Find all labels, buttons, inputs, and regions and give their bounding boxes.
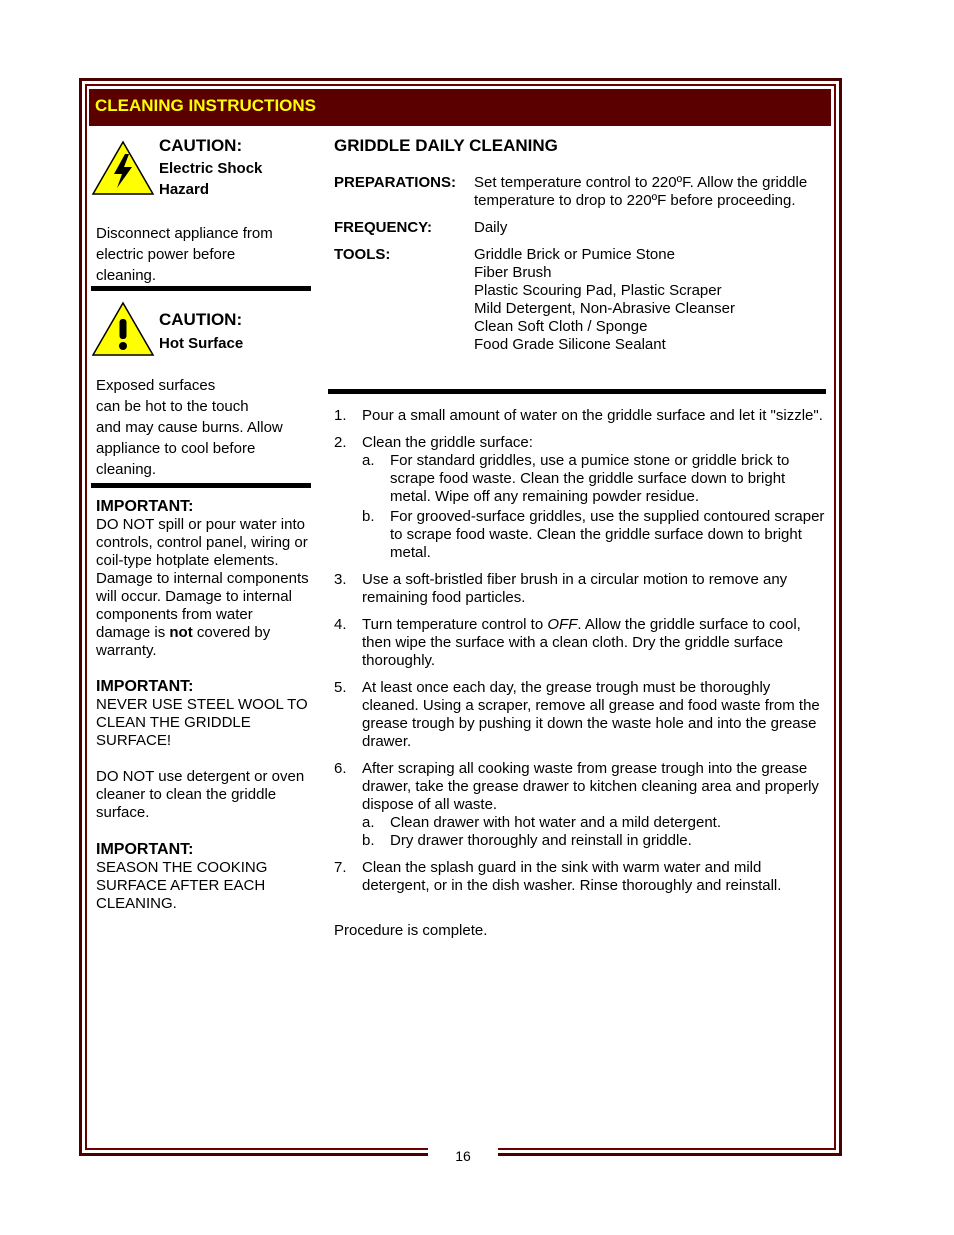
substep-letter: a.: [362, 814, 375, 831]
step-text: Pour a small amount of water on the griddle surface and let it "sizzle".: [362, 407, 823, 424]
step-text: Clean the splash guard in the sink with warm water and mild detergent, or in the dish washer. Rinse thoroughly and reinstall.: [362, 859, 782, 894]
caution-text-line: electric power before: [96, 246, 236, 263]
important-note-steel-wool: [96, 678, 311, 822]
important-note-season: [96, 841, 311, 913]
caution-text-line: can be hot to the touch: [96, 398, 249, 415]
caution-title: CAUTION:: [159, 136, 243, 155]
prep-label: TOOLS:: [334, 246, 391, 263]
preparation-table: [334, 174, 826, 354]
caution-electric-block: [91, 136, 311, 284]
important-note-water: [96, 498, 311, 660]
section-title: GRIDDLE DAILY CLEANING: [334, 136, 558, 155]
list-item: Mild Detergent, Non-Abrasive Cleanser: [474, 300, 735, 317]
prep-label: FREQUENCY:: [334, 219, 433, 236]
prep-row-tools: [334, 246, 826, 354]
substep-text: For grooved-surface griddles, use the supplied contoured scraper to scrape food waste. Clean the griddle surface down to bright metal.: [390, 508, 825, 561]
substep-text: Dry drawer thoroughly and reinstall in griddle.: [390, 832, 692, 849]
step-5: [334, 679, 828, 751]
step-text: Use a soft-bristled fiber brush in a circular motion to remove any remaining food particles.: [362, 571, 788, 606]
step-6: [334, 760, 828, 850]
caution-hot-block: [91, 291, 311, 481]
prep-value: Daily: [474, 219, 508, 236]
caution-title: CAUTION:: [159, 310, 243, 329]
prep-label: PREPARATIONS:: [334, 174, 456, 191]
step-number: 3.: [334, 571, 347, 588]
step-1: [334, 407, 828, 425]
caution-text-line: Exposed surfaces: [96, 377, 216, 394]
substep-2a: [362, 452, 828, 506]
step-content: [362, 760, 828, 850]
caution-subtitle-line: Hazard: [159, 181, 210, 198]
prep-value: Set temperature control to 220ºF. Allow the griddle temperature to drop to 220ºF before proceeding.: [474, 174, 808, 209]
step-number: 4.: [334, 616, 347, 633]
important-text: NEVER USE STEEL WOOL TO CLEAN THE GRIDDLE SURFACE!: [96, 696, 308, 749]
important-text: SEASON THE COOKING SURFACE AFTER EACH CLEANING.: [96, 859, 268, 912]
caution-text: [96, 375, 283, 480]
step-2: [334, 434, 828, 562]
caution-subtitle-line: Electric Shock: [159, 160, 263, 177]
list-item: Griddle Brick or Pumice Stone: [474, 246, 675, 263]
step-text: Turn temperature control to OFF. Allow the griddle surface to cool, then wipe the surface with a clean cloth. Dry the griddle surface thoroughly.: [362, 616, 801, 669]
list-item: Fiber Brush: [474, 264, 552, 281]
main-content: [334, 136, 826, 363]
electric-shock-warning-icon: [91, 140, 155, 196]
page-number: 16: [455, 1148, 471, 1164]
important-text: DO NOT use detergent or oven cleaner to clean the griddle surface.: [96, 768, 305, 821]
hot-surface-warning-icon: [91, 301, 155, 357]
cleaning-steps: [334, 407, 828, 940]
caution-text-line: cleaning.: [96, 267, 157, 284]
step-number: 1.: [334, 407, 347, 424]
step-content: [362, 434, 828, 562]
substep-2b: [362, 508, 828, 562]
step-number: 6.: [334, 760, 347, 777]
caution-subtitle: [159, 158, 262, 200]
step-3: [334, 571, 828, 607]
step-text: At least once each day, the grease trough must be thoroughly cleaned. Using a scraper, remove all grease and food waste from the grease trough by pushing it down the waste hole and into the grease drawer.: [362, 679, 820, 750]
prep-row-preparations: [334, 174, 826, 210]
substep-6b: [362, 832, 828, 850]
caution-text-line: cleaning.: [96, 461, 157, 478]
caution-text-line: appliance to cool before: [96, 440, 256, 457]
important-title: IMPORTANT:: [96, 841, 194, 858]
caution-text-line: Disconnect appliance from: [96, 225, 273, 242]
substep-text: For standard griddles, use a pumice stone or griddle brick to scrape food waste. Clean the griddle surface down to bright metal. Wipe off any remaining powder residue.: [390, 452, 790, 505]
list-item: Clean Soft Cloth / Sponge: [474, 318, 648, 335]
left-sidebar: [91, 136, 311, 913]
substep-letter: a.: [362, 452, 375, 469]
substep-6a: [362, 814, 828, 832]
step-text: Clean the griddle surface:: [362, 434, 533, 451]
caution-subtitle: Hot Surface: [159, 335, 244, 352]
caution-text-line: and may cause burns. Allow: [96, 419, 283, 436]
important-title: IMPORTANT:: [96, 498, 194, 515]
substep-letter: b.: [362, 832, 375, 849]
divider: [328, 389, 826, 394]
important-text: DO NOT spill or pour water into controls, control panel, wiring or coil-type hotplate elements. Damage to internal components will occur. Damage to internal components from water damage is not covered by warranty.: [96, 516, 309, 659]
list-item: Plastic Scouring Pad, Plastic Scraper: [474, 282, 722, 299]
procedure-complete: Procedure is complete.: [334, 922, 488, 939]
step-4: [334, 616, 828, 670]
tools-list: [474, 246, 826, 354]
step-number: 2.: [334, 434, 347, 451]
substep-letter: b.: [362, 508, 375, 525]
prep-row-frequency: [334, 219, 826, 237]
important-title: IMPORTANT:: [96, 678, 194, 695]
list-item: Food Grade Silicone Sealant: [474, 336, 666, 353]
step-number: 5.: [334, 679, 347, 696]
substep-text: Clean drawer with hot water and a mild detergent.: [390, 814, 722, 831]
step-number: 7.: [334, 859, 347, 876]
step-7: [334, 859, 828, 895]
caution-text: [96, 223, 273, 286]
step-text: After scraping all cooking waste from grease trough into the grease drawer, take the grease drawer to kitchen cleaning area and properly dispose of all waste.: [362, 760, 819, 813]
divider: [91, 483, 311, 488]
page-title: CLEANING INSTRUCTIONS: [95, 96, 316, 115]
section-header-bar: [89, 89, 831, 126]
